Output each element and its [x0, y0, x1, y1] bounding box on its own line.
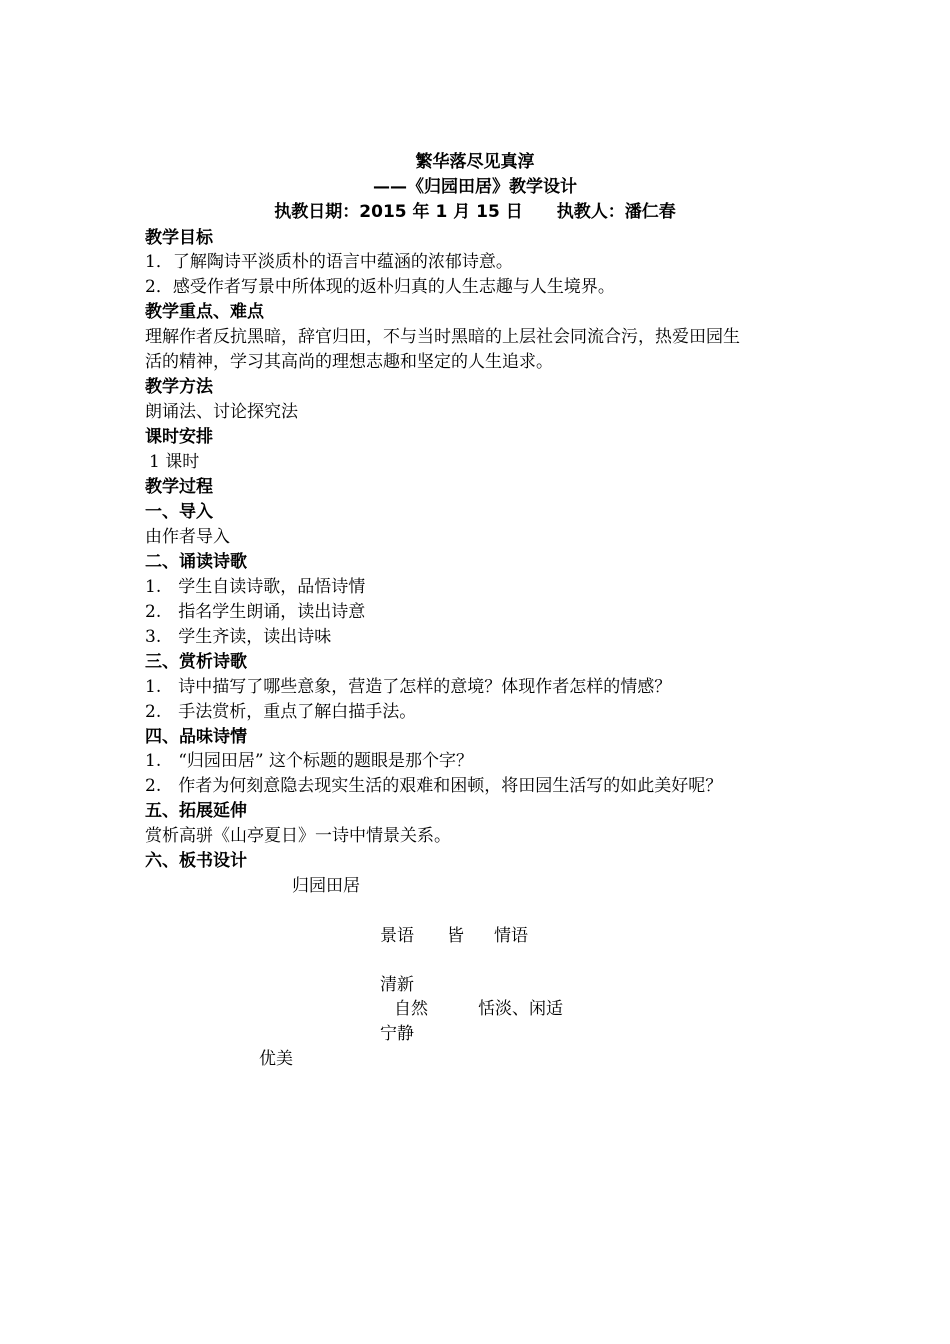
board-natural: 自然: [394, 999, 428, 1019]
savor-heading: 四、品味诗情: [145, 727, 247, 747]
recite-item: 1. 学生自读诗歌，品悟诗情: [145, 577, 366, 597]
board-heading: 六、板书设计: [145, 851, 247, 871]
board-calm: 宁静: [380, 1024, 414, 1044]
document-subtitle: ——《归园田居》教学设计: [373, 177, 577, 197]
methods-heading: 教学方法: [145, 377, 213, 397]
keypoints-line: 理解作者反抗黑暗，辞官归田，不与当时黑暗的上层社会同流合污，热爱田园生: [145, 327, 740, 347]
document-title: 繁华落尽见真淳: [415, 152, 535, 172]
savor-item: 2. 作者为何刻意隐去现实生活的艰难和困顿，将田园生活写的如此美好呢？: [145, 776, 723, 796]
extend-heading: 五、拓展延伸: [145, 801, 247, 821]
hours-text: 1 课时: [149, 452, 200, 472]
objectives-heading: 教学目标: [145, 228, 213, 248]
appreciate-heading: 三、赏析诗歌: [145, 652, 247, 672]
board-fresh: 清新: [380, 975, 414, 995]
appreciate-item: 2. 手法赏析，重点了解白描手法。: [145, 702, 417, 722]
board-beautiful: 优美: [259, 1049, 293, 1069]
savor-item: 1. “归园田居” 这个标题的题眼是那个字？: [145, 751, 474, 771]
objective-item: 1．了解陶诗平淡质朴的语言中蕴涵的浓郁诗意。: [145, 252, 513, 272]
process-heading: 教学过程: [145, 477, 213, 497]
teaching-meta: 执教日期：2015 年 1 月 15 日 执教人：潘仁春: [274, 202, 676, 222]
board-title: 归园田居: [292, 876, 360, 896]
board-all: 皆: [447, 926, 464, 946]
board-emotion: 情语: [494, 926, 528, 946]
board-scene: 景语: [380, 926, 414, 946]
methods-text: 朗诵法、讨论探究法: [145, 402, 298, 422]
hours-heading: 课时安排: [145, 427, 213, 447]
keypoints-line: 活的精神，学习其高尚的理想志趣和坚定的人生追求。: [145, 352, 553, 372]
intro-heading: 一、导入: [145, 502, 213, 522]
intro-text: 由作者导入: [145, 527, 230, 547]
objective-item: 2．感受作者写景中所体现的返朴归真的人生志趣与人生境界。: [145, 277, 615, 297]
extend-text: 赏析高骈《山亭夏日》一诗中情景关系。: [145, 826, 451, 846]
keypoints-heading: 教学重点、难点: [145, 302, 264, 322]
recite-heading: 二、诵读诗歌: [145, 552, 247, 572]
appreciate-item: 1. 诗中描写了哪些意象，营造了怎样的意境？体现作者怎样的情感？: [145, 677, 672, 697]
recite-item: 2. 指名学生朗诵，读出诗意: [145, 602, 366, 622]
board-serene: 恬淡、闲适: [478, 999, 563, 1019]
recite-item: 3. 学生齐读，读出诗味: [145, 627, 332, 647]
